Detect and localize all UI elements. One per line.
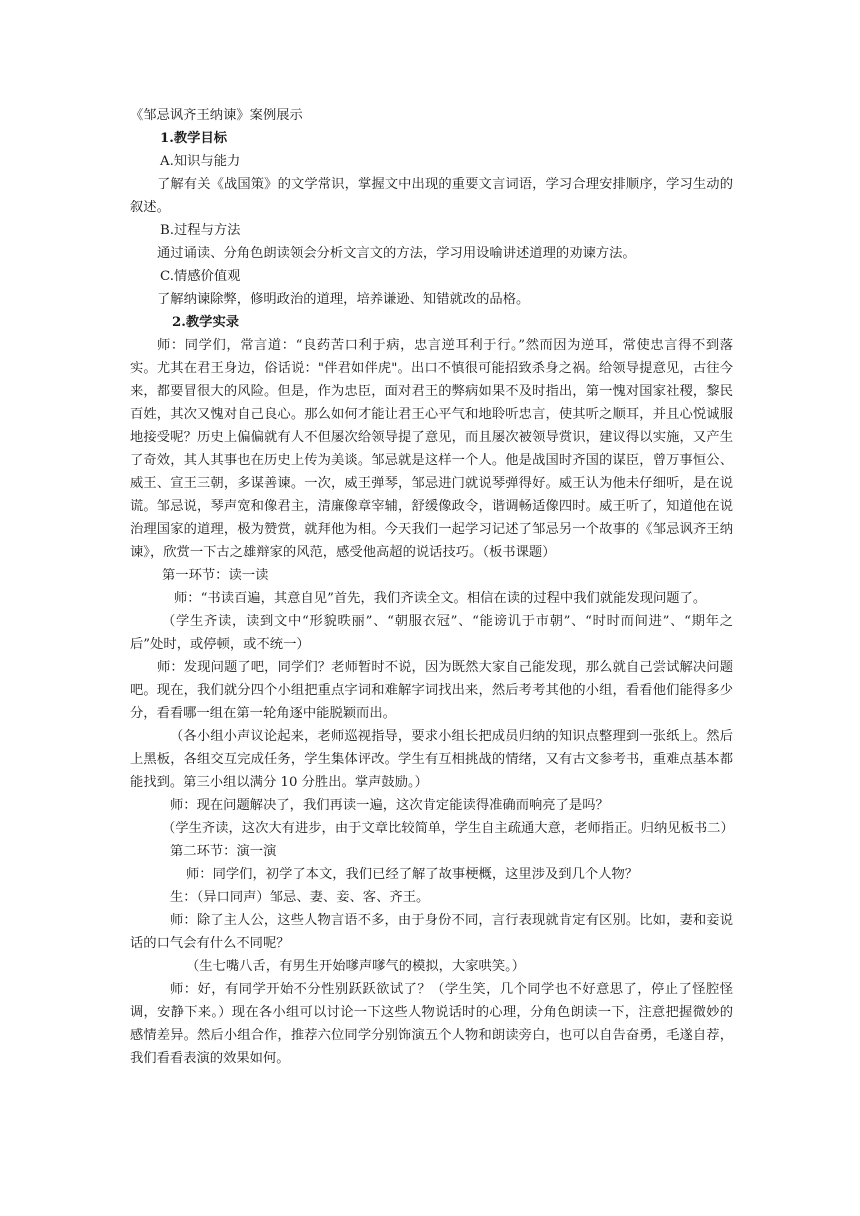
step-heading-read: 第一环节：读一读 bbox=[162, 568, 269, 583]
subheading-knowledge-ability: A.知识与能力 bbox=[160, 154, 241, 169]
paragraph-characters-question: 师：同学们，初学了本文，我们已经了解了故事梗概，这里涉及到几个人物？ bbox=[186, 867, 639, 882]
paragraph-tone-question: 师：除了主人公，这些人物言语不多，由于身份不同，言行表现就肯定有区别。比如，妻和妾说话的口气会有什么不同呢？ bbox=[130, 913, 733, 951]
process-method-text: 通过诵读、分角色朗读领会分析文言文的方法，学习用设喻讲述道理的劝谏方法。 bbox=[157, 246, 636, 261]
paragraph-find-problems: 师：发现问题了吧，同学们？老师暂时不说，因为既然大家自己能发现，那么就自己尝试解决问题吧。现在，我们就分四个小组把重点字词和难解字词找出来，然后考考其他的小组，看看他们能得多少分，看看哪一组在第一轮角逐中能脱颖而出。 bbox=[130, 660, 733, 721]
paragraph-group-discussion: （各小组小声议论起来，老师巡视指导，要求小组长把成员归纳的知识点整理到一张纸上。然后上黑板，各组交互完成任务，学生集体评改。学生有互相挑战的情绪，又有古文参考书，重难点基本都能找到。第三小组以满分 10 分胜出。掌声鼓励。） bbox=[130, 729, 733, 790]
section-heading-teaching-record: 2.教学实录 bbox=[172, 315, 240, 330]
emotion-values-text: 了解纳谏除弊，修明政治的道理，培养谦逊、知错就改的品格。 bbox=[157, 292, 530, 307]
document-body bbox=[130, 104, 733, 1070]
subheading-emotion-values: C.情感价值观 bbox=[160, 269, 241, 284]
paragraph-read-again: 师：现在问题解决了，我们再读一遍，这次肯定能读得准确而响亮了是吗？ bbox=[170, 798, 609, 813]
step-heading-act: 第二环节：演一演 bbox=[170, 844, 277, 859]
paragraph-role-play: 师：好，有同学开始不分性别跃跃欲试了？（学生笑，几个同学也不好意思了，停止了怪腔怪调，安静下来。）现在各小组可以讨论一下这些人物说话时的心理，分角色朗读一下，注意把握微妙的感情差异。然后小组合作，推荐六位同学分别饰演五个人物和朗读旁白，也可以自告奋勇，毛遂自荐，我们看看表演的效果如何。 bbox=[130, 982, 733, 1066]
paragraph-intro: 师：同学们，常言道：“良药苦口利于病，忠言逆耳利于行。”然而因为逆耳，常使忠言得不到落实。尤其在君王身边，俗话说："伴君如伴虎"。出口不慎很可能招致杀身之祸。给领导提意见，古往今来，都要冒很大的风险。但是，作为忠臣，面对君王的弊病如果不及时指出，第一愧对国家社稷，黎民百姓，其次又愧对自己良心。那么如何才能让君王心平气和地聆听忠言，使其听之顺耳，并且心悦诚服地接受呢？历史上偏偏就有人不但屡次给领导提了意见，而且屡次被领导赏识，建议得以实施，又产生了奇效，其人其事也在历史上传为美谈。邹忌就是这样一个人。他是战国时齐国的谋臣，曾万事恒公、威王、宣王三朝，多谋善谏。一次，威王弹琴，邹忌进门就说琴弹得好。威王认为他未仔细听，是在说谎。邹忌说，琴声宽和像君主，清廉像章宰辅，舒缓像政令，谐调畅适像四时。威王听了，知道他在说治理国家的道理，极为赞赏，就拜他为相。今天我们一起学习记述了邹忌另一个故事的《邹忌讽齐王纳谏》，欣赏一下古之雄辩家的风范，感受他高超的说话技巧。（板书课题） bbox=[130, 338, 733, 560]
section-heading-teaching-goals: 1.教学目标 bbox=[160, 131, 228, 146]
paragraph-students-laugh: （生七嘴八舌，有男生开始嗲声嗲气的模拟，大家哄笑。） bbox=[186, 959, 526, 974]
document-title: 《邹忌讽齐王纳谏》案例展示 bbox=[130, 108, 303, 123]
paragraph-student-reading: （学生齐读，读到文中“形貌昳丽”、“朝服衣冠”、“能谤讥于市朝”、“时时而间进”、“期年之后”处时，或停顿，或不统一） bbox=[130, 614, 733, 652]
knowledge-ability-text: 了解有关《战国策》的文学常识，掌握文中出现的重要文言词语，学习合理安排顺序，学习生动的叙述。 bbox=[130, 177, 733, 215]
paragraph-read-aloud: 师：“书读百遍，其意自见”首先，我们齐读全文。相信在读的过程中我们就能发现问题了。 bbox=[174, 591, 707, 606]
paragraph-students-answer: 生：（异口同声）邹忌、妻、妾、客、齐王。 bbox=[170, 890, 430, 905]
paragraph-student-progress: （学生齐读，这次大有进步，由于文章比较简单，学生自主疏通大意，老师指正。归纳见板书二） bbox=[162, 821, 734, 836]
subheading-process-method: B.过程与方法 bbox=[160, 223, 241, 238]
